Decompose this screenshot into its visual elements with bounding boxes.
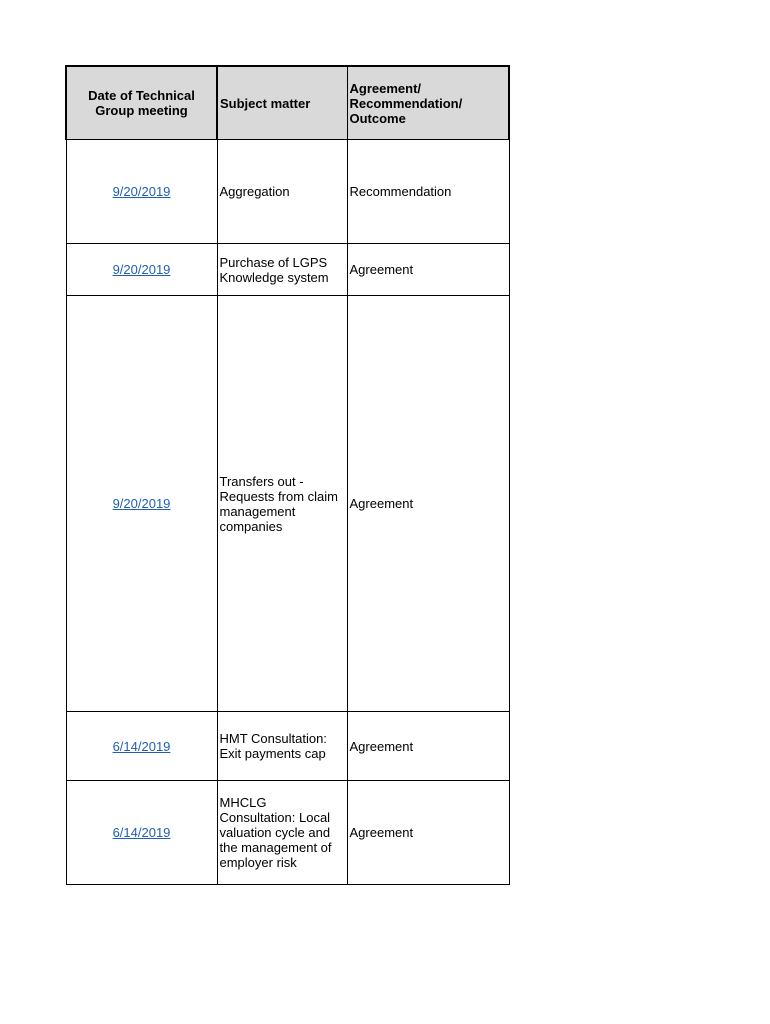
table-row xyxy=(66,296,509,712)
header-subject: Subject matter xyxy=(217,66,347,140)
outcome-cell: Agreement xyxy=(347,781,509,885)
subject-cell: HMT Consultation: Exit payments cap xyxy=(217,712,347,781)
header-date: Date of Technical Group meeting xyxy=(66,66,217,140)
date-cell xyxy=(66,244,217,296)
outcome-cell: Agreement xyxy=(347,244,509,296)
meeting-date-link[interactable]: 9/20/2019 xyxy=(112,496,171,511)
subject-cell: Transfers out - Requests from claim management companies xyxy=(217,296,347,712)
table-body xyxy=(66,140,509,885)
table-row xyxy=(66,140,509,244)
table-row xyxy=(66,712,509,781)
table-header xyxy=(66,66,509,140)
date-cell xyxy=(66,296,217,712)
outcome-cell: Agreement xyxy=(347,296,509,712)
header-outcome: Agreement/ Recommendation/ Outcome xyxy=(347,66,509,140)
date-cell xyxy=(66,781,217,885)
subject-cell: Aggregation xyxy=(217,140,347,244)
table-row xyxy=(66,244,509,296)
subject-cell: MHCLG Consultation: Local valuation cycle and the management of employer risk xyxy=(217,781,347,885)
date-cell xyxy=(66,140,217,244)
technical-group-meetings-table xyxy=(65,65,510,885)
date-cell xyxy=(66,712,217,781)
subject-cell: Purchase of LGPS Knowledge system xyxy=(217,244,347,296)
outcome-cell: Agreement xyxy=(347,712,509,781)
header-row xyxy=(66,66,509,140)
meeting-date-link[interactable]: 9/20/2019 xyxy=(112,262,171,277)
table-row xyxy=(66,781,509,885)
meeting-date-link[interactable]: 9/20/2019 xyxy=(112,184,171,199)
meeting-date-link[interactable]: 6/14/2019 xyxy=(112,738,171,754)
outcome-cell: Recommendation xyxy=(347,140,509,244)
meeting-date-link[interactable]: 6/14/2019 xyxy=(112,825,171,840)
